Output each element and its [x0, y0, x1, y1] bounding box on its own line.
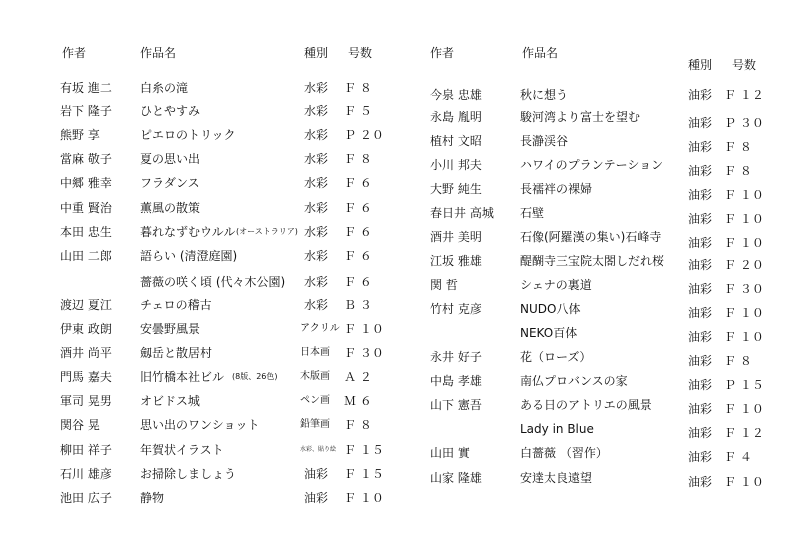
size: Ｆ １０: [724, 212, 764, 226]
work-title: 石像(阿羅漢の集い)石峰寺: [520, 230, 662, 244]
size: Ｆ ６: [344, 176, 372, 190]
medium: 油彩: [688, 258, 713, 272]
medium: 油彩: [688, 88, 713, 102]
work-title-note: (オーストラリア): [236, 227, 298, 236]
size: Ｆ ５: [344, 104, 372, 118]
size: Ｆ １０: [724, 188, 764, 202]
medium: 水彩: [304, 81, 329, 95]
left-header-artist: 作者: [62, 46, 87, 60]
size: Ｍ ６: [344, 394, 372, 408]
size: Ｆ １５: [344, 443, 384, 457]
size: Ｆ １０: [724, 330, 764, 344]
artist-name: 竹村 克彦: [430, 302, 482, 316]
medium: 油彩: [688, 475, 713, 489]
medium: 木版画: [300, 371, 330, 382]
size: Ａ ２: [344, 370, 372, 384]
size: Ｆ ８: [724, 354, 752, 368]
artist-name: 熊野 享: [60, 128, 100, 142]
size: Ｆ ３０: [724, 282, 764, 296]
size: Ｆ ８: [724, 164, 752, 178]
size: Ｆ ８: [344, 418, 372, 432]
artist-name: 石川 雄彦: [60, 467, 112, 481]
work-title: 語らい (清澄庭園): [140, 249, 238, 263]
medium: 油彩: [688, 188, 713, 202]
artist-name: 山田 二郎: [60, 249, 112, 263]
medium: 油彩: [688, 402, 713, 416]
medium: 水彩: [304, 201, 329, 215]
artist-name: 関 哲: [430, 278, 458, 292]
medium: 水彩: [304, 104, 329, 118]
work-title: 花（ローズ）: [520, 350, 592, 364]
size: Ｆ １０: [724, 402, 764, 416]
medium: 日本画: [300, 347, 330, 358]
artist-name: 今泉 忠雄: [430, 88, 482, 102]
artist-name: 江坂 雅雄: [430, 254, 482, 268]
medium: 油彩: [688, 236, 713, 250]
artist-name: 永井 好子: [430, 350, 482, 364]
medium: 油彩: [304, 491, 329, 505]
artist-name: 酒井 美明: [430, 230, 482, 244]
left-header-title: 作品名: [140, 46, 177, 60]
size: Ｆ １０: [724, 236, 764, 250]
size: Ｆ １０: [344, 491, 384, 505]
size: Ｆ ６: [344, 275, 372, 289]
work-title: 白糸の滝: [140, 81, 189, 95]
size: Ｆ １０: [344, 322, 384, 336]
size: Ｂ ３: [344, 298, 372, 312]
artist-name: 岩下 隆子: [60, 104, 112, 118]
work-title: お掃除しましょう: [140, 467, 237, 481]
work-title: オビドス城: [140, 394, 200, 408]
artist-name: 門馬 嘉夫: [60, 370, 112, 384]
work-title: 駿河湾より富士を望む: [520, 110, 641, 124]
medium: 油彩: [688, 450, 713, 464]
work-title: 長瀞渓谷: [520, 134, 569, 148]
medium: 水彩: [304, 249, 329, 263]
medium: 油彩: [688, 378, 713, 392]
medium: 油彩: [688, 282, 713, 296]
size: Ｐ ３０: [724, 116, 764, 130]
work-title-note: (8版、26色): [232, 372, 278, 381]
work-title: ピエロのトリック: [140, 128, 236, 142]
work-title: 静物: [140, 491, 165, 505]
artist-name: 小川 邦夫: [430, 158, 482, 172]
medium: 油彩: [688, 164, 713, 178]
medium: 油彩: [688, 212, 713, 226]
artist-name: 植村 文昭: [430, 134, 482, 148]
size: Ｆ ６: [344, 249, 372, 263]
artist-name: 伊東 政朗: [60, 322, 112, 336]
size: Ｆ ３０: [344, 346, 384, 360]
work-title: 白薔薇 （習作）: [520, 446, 608, 460]
work-title: 暮れなずむウルル: [140, 225, 236, 239]
left-header-size: 号数: [348, 46, 373, 60]
work-title: 秋に想う: [520, 88, 569, 102]
medium: 油彩: [688, 116, 713, 130]
work-title: NUDO八体: [520, 302, 581, 316]
size: Ｆ １２: [724, 426, 764, 440]
medium: 油彩: [304, 467, 329, 481]
artist-name: 中郷 雅幸: [60, 176, 112, 190]
work-title: 旧竹橋本社ビル: [140, 370, 225, 384]
medium: 水彩: [304, 275, 329, 289]
medium: 水彩、貼り絵: [300, 446, 337, 453]
work-title: ある日のアトリエの風景: [520, 398, 652, 412]
medium: 水彩: [304, 176, 329, 190]
work-title: フラダンス: [140, 176, 200, 190]
artist-name: 中島 孝雄: [430, 374, 482, 388]
artist-name: 山下 憲吾: [430, 398, 482, 412]
work-title: 安達太良遠望: [520, 471, 593, 485]
medium: 油彩: [688, 354, 713, 368]
medium: 油彩: [688, 330, 713, 344]
artist-name: 山家 隆雄: [430, 471, 482, 485]
left-header-medium: 種別: [304, 46, 329, 60]
size: Ｆ ６: [344, 225, 372, 239]
artist-name: 有坂 進二: [60, 81, 112, 95]
artist-name: 関谷 晃: [60, 418, 100, 432]
size: Ｆ ４: [724, 450, 752, 464]
medium: 水彩: [304, 298, 329, 312]
artist-name: 渡辺 夏江: [60, 298, 112, 312]
size: Ｐ ２０: [344, 128, 384, 142]
size: Ｆ １２: [724, 88, 764, 102]
work-title: シェナの裏道: [520, 278, 592, 292]
work-title: ひとやすみ: [140, 104, 201, 118]
medium: ペン画: [300, 395, 330, 406]
size: Ｆ ６: [344, 201, 372, 215]
medium: アクリル: [300, 323, 340, 334]
size: Ｆ ８: [344, 81, 372, 95]
artist-name: 當麻 敬子: [60, 152, 112, 166]
right-header-size: 号数: [732, 58, 757, 72]
work-title: 思い出のワンショット: [140, 418, 260, 432]
medium: 油彩: [688, 426, 713, 440]
size: Ｆ １０: [724, 306, 764, 320]
size: Ｆ ２０: [724, 258, 764, 272]
medium: 水彩: [304, 225, 329, 239]
size: Ｆ １５: [344, 467, 384, 481]
work-title: 南仏プロバンスの家: [520, 374, 628, 388]
work-title: 年賀状イラスト: [140, 443, 224, 457]
work-title: チェロの稽古: [140, 298, 212, 312]
work-title: 安曇野風景: [140, 322, 201, 336]
size: Ｆ ８: [724, 140, 752, 154]
artist-name: 軍司 晃男: [60, 394, 112, 408]
artist-name: 本田 忠生: [60, 225, 112, 239]
right-header-artist: 作者: [430, 46, 455, 60]
right-header-medium: 種別: [688, 58, 713, 72]
medium: 鉛筆画: [300, 419, 330, 430]
work-title: 夏の思い出: [140, 152, 201, 166]
work-title: 醍醐寺三宝院太閤しだれ桜: [520, 254, 665, 268]
artist-name: 大野 純生: [430, 182, 482, 196]
medium: 水彩: [304, 152, 329, 166]
work-title: 劔岳と散居村: [140, 346, 213, 360]
size: Ｆ １０: [724, 475, 764, 489]
medium: 油彩: [688, 306, 713, 320]
medium: 油彩: [688, 140, 713, 154]
medium: 水彩: [304, 128, 329, 142]
artist-name: 永島 胤明: [430, 110, 482, 124]
artist-name: 中重 賢治: [60, 201, 112, 215]
size: Ｐ １５: [724, 378, 764, 392]
work-title: 薔薇の咲く頃 (代々木公園): [140, 275, 286, 289]
artist-name: 酒井 尚平: [60, 346, 112, 360]
artist-name: 春日井 高城: [430, 206, 494, 220]
work-title: NEKO百体: [520, 326, 578, 340]
work-title: Lady in Blue: [520, 422, 594, 436]
work-title: ハワイのプランテーション: [520, 158, 664, 172]
work-title: 石壁: [520, 206, 545, 220]
size: Ｆ ８: [344, 152, 372, 166]
artist-name: 池田 広子: [60, 491, 112, 505]
work-title: 長襦袢の裸婦: [520, 182, 593, 196]
work-title: 薫風の散策: [140, 201, 201, 215]
artist-name: 柳田 祥子: [60, 443, 112, 457]
right-header-title: 作品名: [522, 46, 559, 60]
artist-name: 山田 實: [430, 446, 470, 460]
